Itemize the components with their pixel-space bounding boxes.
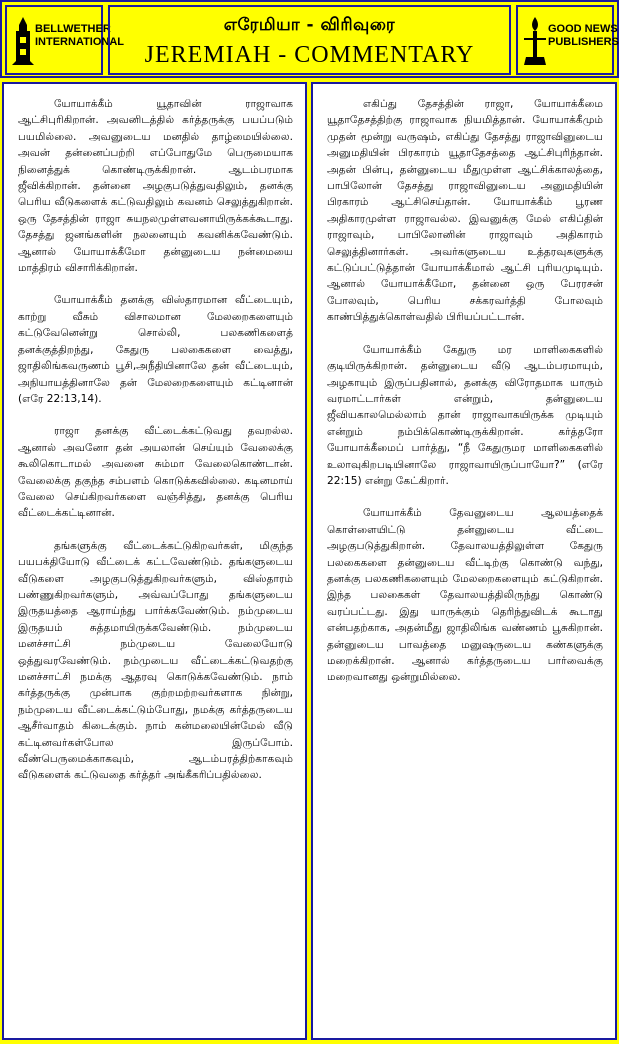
paragraph: எகிப்து தேசத்தின் ராஜா, யோயாக்கீமை யூதாதேசத்திற்கு ராஜாவாக நியமித்தான். யோயாக்கீமும் முதன் மூன்று வருஷம், எகிப்து தேசத்து ராஜாவினுடைய அனுமதியின் பிரகாரம் யூதாதேசத்தை ஆட்சிபுரிந்தான். அதன் பின்பு, தன்னுடைய மீதுமுள்ள ஆட்சிக்காலத்தை, பாபிலோன் தேசத்து ராஜாவினுடைய அனுமதியின் பிரகாரம் ஆட்சிசெய்தான். யோயாக்கீம் பூரண அதிகாரமுள்ள ராஜாவல்ல. இவனுக்கு மேல் எகிப்தின் ராஜாவும், பாபிலோனின் ராஜாவும் அதிகாரம் செலுத்தினார்கள். அவர்களுடைய உத்தரவுகளுக்கு கட்டுப்பட்டுத்தான் யோயாக்கீமால் ஆட்சி புரியமுடியும். ஆனால் யோயாக்கீமோ, தன்னை ஒரு பேரரசன் போலவும், பெரிய சக்கரவர்த்தி போலவும் காண்பித்துக்கொள்வதில் பிரியப்பட்டான். bbox=[327, 98, 603, 324]
good-news-logo-text: GOOD NEWS PUBLISHERS bbox=[548, 23, 619, 48]
lamp-icon bbox=[524, 17, 546, 65]
bellwether-logo-text: BELLWETHER INTERNATIONAL bbox=[35, 23, 125, 48]
left-column bbox=[2, 82, 307, 1040]
paragraph: ராஜா தனக்கு வீட்டைக்கட்டுவது தவறல்ல. ஆனால் அவனோ தன் அயலான் செய்யும் வேலைக்கு கூலிகொடாமல் அவனை சும்மா வேலைகொண்டான். வேலைக்கு தகுந்த சம்பளம் கொடுக்கவில்லை. கடினமாய் வேலை செய்கிறவர்களை வஞ்சித்து, தனக்கு பெரிய வீட்டைக்கட்டினான். bbox=[18, 425, 293, 520]
page-title-english: JEREMIAH - COMMENTARY bbox=[144, 42, 475, 68]
good-news-logo bbox=[516, 5, 619, 75]
paragraph: யோயாக்கீம் தேவனுடைய ஆலயத்தைக் கொள்ளையிட்டு தன்னுடைய வீட்டை அழகுபடுத்துகிறான். தேவாலயத்திலுள்ள கேதுரு பலகைகளை தன்னுடைய வீட்டிற்கு கொண்டு வந்து, தனக்கு பலகணிகளையும் மேலறைகளையும் கட்டுகிறான். இந்த பலகைகள் தேவாலயத்திலிருந்து கொண்டு வரப்பட்டது. இது யாருக்கும் தெரிந்துவிடக் கூடாது என்பதற்காக, அதன்மீது ஜாதிலிங்க வண்ணம் பூசுகிறான். தன்னுடைய பாவத்தை மனுஷருடைய கண்களுக்கு மறைக்கிறான். ஆனால் கர்த்தருடைய பார்வைக்கு மறைவானது ஒன்றுமில்லை. bbox=[327, 507, 603, 684]
paragraph: தங்களுக்கு வீட்டைக்கட்டுகிறவர்கள், மிகுந்த பயபக்தியோடு வீட்டைக் கட்டவேண்டும். தங்களுடைய வீடுகளை அழகுபடுத்துகிறவர்களும், விஸ்தாரம் பண்ணுகிறவர்களும், அவ்வப்போது தங்களுடைய இருதயத்தை ஆராய்ந்து பார்க்கவேண்டும். நம்முடைய இருதயம் சுத்தமாயிருக்கவேண்டும். நம்முடைய மனச்சாட்சி நம்முடைய வேலையோடு ஒத்துவரவேண்டும். நம்முடைய வீட்டைக்கட்டுவதற்கு மனச்சாட்சி நமக்கு ஆதரவு கொடுக்கவேண்டும். நாம் கர்த்தருக்கு முன்பாக குற்றமற்றவர்களாக நின்று, நம்முடைய வீட்டைக்கட்டும்போது, நமக்கு கர்த்தருடைய ஆசீர்வாதம் கிடைக்கும். நாம் கன்மலையின்மேல் வீடு கட்டினவர்கள்போல இருப்போம். வீண்பெருமைக்காகவும், ஆடம்பரத்திற்காகவும் வீடுகளைக் கட்டுவதை கர்த்தர் அங்கீகரிப்பதில்லை. bbox=[18, 539, 293, 782]
title-box bbox=[108, 5, 511, 75]
paragraph: யோயாக்கீம் கேதுரு மர மாளிகைகளில் குடியிருக்கிறான். தன்னுடைய வீடு ஆடம்பரமாயும், அழகாயும் இருப்பதினால், தனக்கு விரோதமாக யாரும் வரமாட்டார்கள் என்றும், தன்னுடைய ஜீவியகாலமெல்லாம் தான் ராஜாவாகயிருக்க முடியும் என்றும் நம்பிக்கொண்டிருக்கிறான். கர்த்தரோ யோயாக்கீமைப் பார்த்து, “நீ கேதுருமர மாளிகைகளில் உலாவுகிறபடியினாலே ராஜாவாயிருப்பாயோ?” (எரே 22:15) என்று கேட்கிறார். bbox=[327, 343, 603, 487]
page-title-tamil: எரேமியா - விரிவுரை bbox=[223, 15, 396, 35]
paragraph: யோயாக்கீம் யூதாவின் ராஜாவாக ஆட்சிபுரிகிறான். அவனிடத்தில் கர்த்தருக்கு பயப்படும் பயமில்லை. அவனுடைய மனதில் தாழ்மையில்லை. அவன் தன்னைப்பற்றி எப்போதுமே பெருமையாக நினைத்துக் கொண்டிருக்கிறான். ஆடம்பரமாக ஜீவிக்கிறான். தன்னை அழகுபடுத்துவதிலும், தனக்கு பெரிய வீடுகளைக் கட்டுவதிலும் கவனம் செலுத்துகிறான். ஒரு தேசத்தின் ராஜா சுயநலமுள்ளவனாயிருக்கக்கூடாது. தேசத்து ஜனங்களின் நலனையும் கவனிக்கவேண்டும். ஆனால் யோயாக்கீமோ தன்னுடைய நன்மையை மாத்திரம் விசாரிக்கிறான். bbox=[18, 98, 293, 275]
right-column bbox=[311, 82, 617, 1040]
paragraph: யோயாக்கீம் தனக்கு விஸ்தாரமான வீட்டையும், காற்று வீசும் விசாலமான மேலறைகளையும் கட்டுவேனென்று சொல்லி, பலகணிகளைத் தனக்குத்திறந்து, கேதுரு பலகைகளை வைத்து, ஜாதிலிங்கவருணம் பூசி,அநீதியினாலே தன் வீட்டையும், அநியாயத்தினாலே தன் மேலறைகளையும் கட்டினான் (எரே 22:13,14). bbox=[18, 294, 293, 405]
bellwether-logo bbox=[5, 5, 125, 75]
tower-icon bbox=[12, 17, 34, 65]
header-banner bbox=[0, 0, 619, 78]
